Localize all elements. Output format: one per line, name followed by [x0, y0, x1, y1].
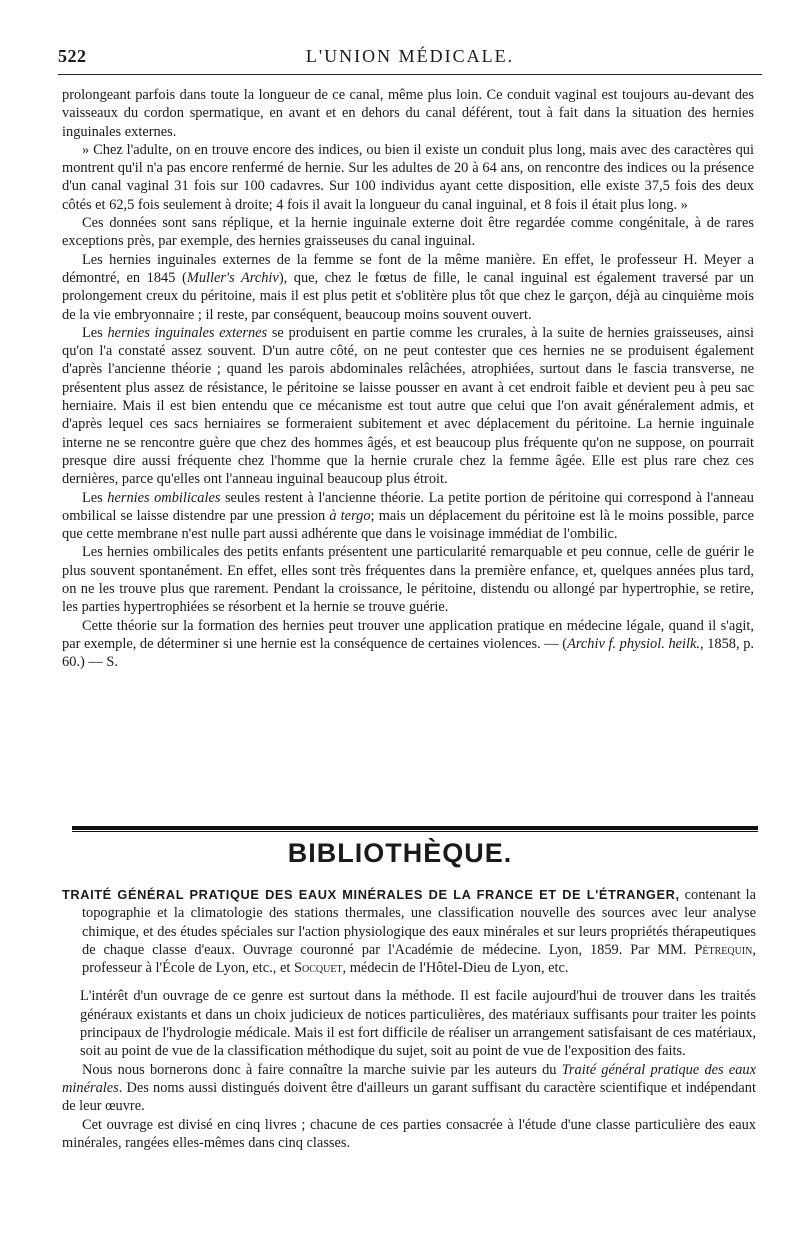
book-entry: [62, 886, 756, 977]
paragraph: » Chez l'adulte, on en trouve encore des indices, ou bien il existe un conduit plus long, mais avec des caractères qui montrent qu'il n'a pas encore renfermé de hernie. Sur les adultes de 20 à 64 ans, on rencontre des indices ou la présence d'un canal vaginal 31 fois sur 100 cadavres. Sur 100 individus ayant cette disposition, elle existe 37,5 fois des deux côtés et 62,5 fois seulement à droite; 4 fois il avait la longueur du canal inguinal, et 8 fois il était plus long. »: [62, 141, 754, 213]
page-number: 522: [58, 46, 87, 66]
paragraph: [62, 1061, 756, 1116]
author-name: Socquet: [293, 960, 343, 977]
bibliography-section: [62, 886, 756, 1152]
book-review: [62, 987, 756, 1152]
text-run: ), que, chez le fœtus de fille, le canal inguinal est également traversé par un prolongement creux du péritoine, mais il est plus petit et s'oblitère plus tôt que chez le garçon, déjà au cinquième mois de la vie embryonnaire ; il reste, par conséquent, beaucoup moins souvent ouvert.: [62, 269, 754, 323]
italic-term: hernies ombilicales: [107, 489, 221, 506]
text-run: , professeur à l'École de Lyon, etc., et: [82, 941, 756, 977]
italic-term: hernies inguinales externes: [107, 324, 268, 341]
text-run: Les: [82, 324, 108, 341]
header-rule: [58, 74, 762, 75]
article-body: [62, 86, 754, 672]
italic-citation: Muller's Archiv: [186, 269, 279, 286]
text-run: , médecin de l'Hôtel-Dieu de Lyon, etc.: [342, 960, 569, 977]
text-run: Les: [82, 489, 108, 506]
text-run: seules restent à l'ancienne théorie. La petite portion de péritoine qui correspond à l'anneau ombilical se laisse distendre par une pression: [62, 489, 754, 524]
text-run: , 1858, p. 60.) — S.: [62, 635, 754, 671]
italic-title: Traité général pratique des eaux minérales: [62, 1061, 756, 1096]
running-title: L'UNION MÉDICALE.: [305, 46, 515, 66]
text-run: Cette théorie sur la formation des hernies peut trouver une application pratique en médecine légale, quand il s'agit, par exemple, de déterminer si une hernie est la conséquence de certaines violences. — (: [62, 617, 754, 652]
text-run: Les hernies inguinales externes de la femme se font de la même manière. En effet, le professeur H. Meyer a démontré, en 1845 (: [62, 251, 754, 286]
paragraph: [62, 251, 754, 324]
paragraph: Ces données sont sans réplique, et la hernie inguinale externe doit être regardée comme congénitale, à de rares exceptions près, par exemple, des hernies graisseuses du canal inguinal.: [62, 215, 754, 250]
paragraph: [62, 489, 754, 544]
section-rule: [72, 826, 758, 830]
paragraph: [62, 617, 754, 672]
section-rule-thin: [72, 831, 758, 832]
text-run: ; mais un déplacement du péritoine est là le moins possible, parce que cette membrane n'est nulle part aussi adhérente que dans le voisinage immédiat de l'ombilic.: [62, 507, 754, 543]
italic-citation: Archiv f. physiol. heilk.: [567, 635, 701, 652]
text-run: Nous nous bornerons donc à faire connaître la marche suivie par les auteurs du: [82, 1061, 562, 1078]
page-header: [58, 42, 762, 72]
paragraph: Les hernies ombilicales des petits enfants présentent une particularité remarquable et peu connue, celle de guérir le plus souvent spontanément. En effet, elles sont très fréquentes dans la première enfance, et, quelques années plus tard, on ne les trouve plus que rarement. Pendant la croissance, le péritoine, distendu ou allongé par hypertrophie, se retire, les parties hypertrophiées se résorbent et la hernie se trouve guérie.: [62, 544, 754, 616]
paragraph: prolongeant parfois dans toute la longueur de ce canal, même plus loin. Ce conduit vaginal est toujours au-devant des vaisseaux du cordon spermatique, en avant et en dehors du canal déférent, tout à fait dans la situation des hernies inguinales externes.: [62, 87, 754, 140]
section-title: BIBLIOTHÈQUE.: [287, 838, 513, 868]
text-run: . Des noms aussi distingués doivent être d'ailleurs un garant suffisant du caractère scientifique et indépendant de leur œuvre.: [62, 1079, 756, 1115]
paragraph: [62, 324, 754, 489]
book-title: TRAITÉ GÉNÉRAL PRATIQUE DES EAUX MINÉRALES DE LA FRANCE ET DE L'ÉTRANGER,: [62, 887, 680, 902]
paragraph: Cet ouvrage est divisé en cinq livres ; chacune de ces parties consacrée à l'étude d'une classe particulière des eaux minérales, rangées elles-mêmes dans cinq classes.: [62, 1116, 756, 1151]
paragraph: L'intérêt d'un ouvrage de ce genre est surtout dans la méthode. Il est facile aujourd'hui de trouver dans les traités généraux existants et dans un choix judicieux de notices particulières, des matériaux suffisants pour traiter les points principaux de l'hydrologie médicale. Mais il est fort difficile de réaliser un arrangement satisfaisant de ces matériaux, soit au point de vue de la classification méthodique du sujet, soit au point de vue de l'exposition des faits.: [80, 988, 756, 1060]
text-run: se produisent en partie comme les crurales, à la suite de hernies graisseuses, ainsi qu'on l'a constaté assez souvent. D'un autre côté, on ne peut contester que ces hernies ne se produisent également d'après l'ancienne théorie ; quand les parois abdominales relâchées, atrophiées, surtout dans le fascia transverse, ne présentent plus assez de résistance, le péritoine se laisse pousser en avant à cet endroit faible et devient peu à peu sac herniaire. Mais il est bien entendu que ce mécanisme est tout autre que celui que l'on avait généralement admis, et d'après lequel ces sacs herniaires se formeraient subitement et avec déplacement du péritoine. La hernie inguinale interne ne se rencontre guère que chez des hommes âgés, et est beaucoup plus fréquente qu'on ne suppose, on pourrait presque dire aussi fréquente chez l'homme que la hernie crurale chez la femme âgée. Elle est plus rare chez ces dernières, parce qu'elles ont l'anneau inguinal beaucoup plus étroit.: [62, 324, 754, 488]
italic-term: à tergo: [329, 507, 371, 524]
text-run: contenant la topographie et la climatologie des stations thermales, une classification nouvelle des sources avec leur analyse chimique, et des études spéciales sur l'action physiologique des eaux minérales et sur leurs propriétés thérapeutiques de chaque classe d'eaux. Ouvrage couronné par l'Académie de médecine. Lyon, 1859. Par MM.: [82, 887, 756, 958]
author-name: Pétrequin: [694, 941, 753, 958]
